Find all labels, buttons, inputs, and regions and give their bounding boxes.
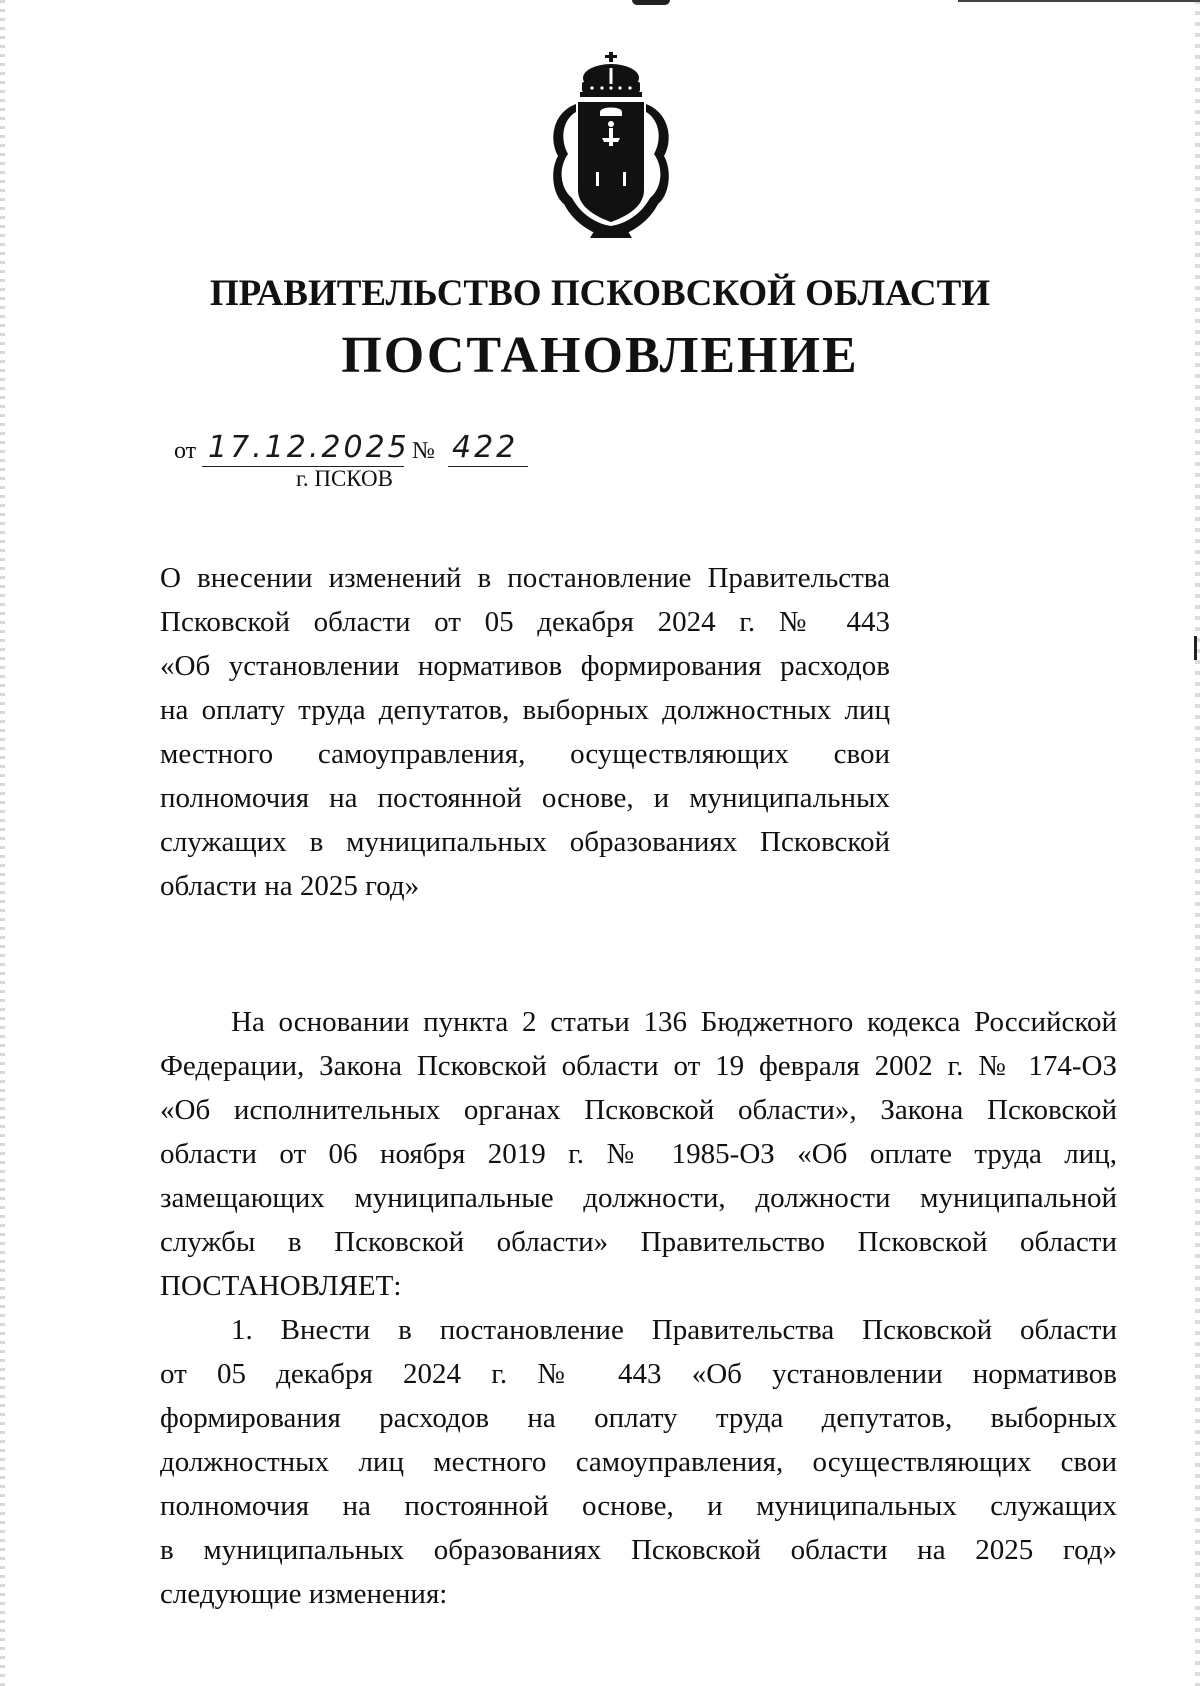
body-line: следующие изменения: — [160, 1578, 448, 1610]
body-line: «Об исполнительных органах Псковской области», Закона Псковской — [160, 1094, 1117, 1126]
organization-title: ПРАВИТЕЛЬСТВО ПСКОВСКОЙ ОБЛАСТИ — [209, 273, 991, 314]
scan-artifact-right — [1194, 636, 1197, 660]
document-body — [160, 1000, 1117, 1616]
document-type-title: ПОСТАНОВЛЕНИЕ — [341, 327, 859, 384]
body-line: На основании пункта 2 статьи 136 Бюджетного кодекса Российской — [231, 1006, 1117, 1038]
subject-line: местного самоуправления, осуществляющих свои — [160, 738, 890, 770]
scan-edge-right — [1195, 0, 1200, 1686]
subject-line: области на 2025 год» — [160, 870, 420, 902]
handwritten-date: 17.12.2025 — [208, 430, 410, 465]
coat-of-arms-emblem — [540, 52, 682, 242]
date-label: от — [174, 438, 197, 464]
subject-line: полномочия на постоянной основе, и муниципальных — [160, 782, 890, 814]
body-line: замещающих муниципальные должности, должности муниципальной — [160, 1182, 1117, 1214]
body-line: должностных лиц местного самоуправления, осуществляющих свои — [160, 1446, 1117, 1478]
scan-artifact-top-line — [958, 0, 1200, 2]
body-line: от 05 декабря 2024 г. № 443 «Об установлении нормативов — [160, 1358, 1117, 1390]
body-line: в муниципальных образованиях Псковской области на 2025 год» — [160, 1534, 1117, 1566]
subject-line: на оплату труда депутатов, выборных должностных лиц — [160, 694, 890, 726]
subject-line: О внесении изменений в постановление Правительства — [160, 562, 890, 594]
handwritten-number: 422 — [452, 430, 519, 465]
number-underline — [448, 466, 528, 467]
subject-line: «Об установлении нормативов формирования расходов — [160, 650, 890, 682]
body-line: полномочия на постоянной основе, и муниципальных служащих — [160, 1490, 1117, 1522]
body-line: 1. Внести в постановление Правительства Псковской области — [231, 1314, 1117, 1346]
body-line: Федерации, Закона Псковской области от 19 февраля 2002 г. № 174-ОЗ — [160, 1050, 1117, 1082]
city-label: г. ПСКОВ — [296, 466, 394, 491]
body-line: формирования расходов на оплату труда депутатов, выборных — [160, 1402, 1117, 1434]
body-line: области от 06 ноября 2019 г. № 1985-ОЗ «Об оплате труда лиц, — [160, 1138, 1117, 1170]
body-line: службы в Псковской области» Правительство Псковской области — [160, 1226, 1117, 1258]
subject-line: Псковской области от 05 декабря 2024 г. № 443 — [160, 606, 890, 638]
subject-line: служащих в муниципальных образованиях Псковской — [160, 826, 890, 858]
number-label: № — [412, 438, 435, 464]
scan-edge-left — [0, 0, 5, 1686]
body-line: ПОСТАНОВЛЯЕТ: — [160, 1270, 402, 1302]
scan-artifact-top — [632, 0, 670, 5]
document-subject — [160, 556, 890, 908]
